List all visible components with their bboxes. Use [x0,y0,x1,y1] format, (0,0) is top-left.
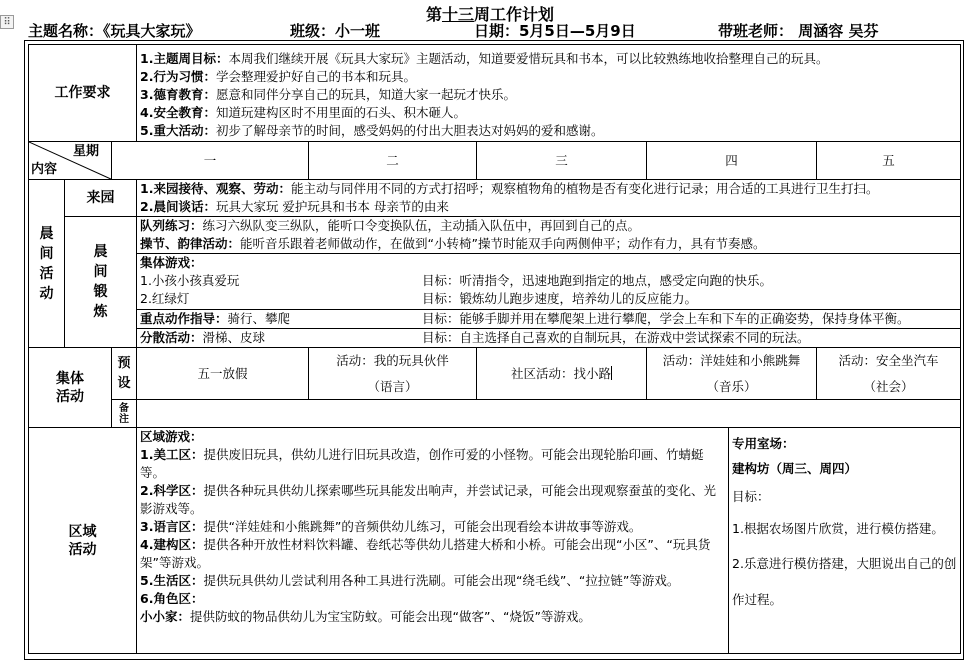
weekday-thu: 四 [647,142,817,180]
weekday-mon: 一 [112,142,309,180]
weekly-plan-table [28,44,961,654]
text-cursor [611,366,612,380]
collective-thu: 活动：洋娃娃和小熊跳舞 （音乐） [647,348,817,400]
collective-mon: 五一放假 [137,348,309,400]
game-row: 1.小孩小孩真爱玩 目标：听清指令，迅速地跑到指定的地点，感受定向跑的快乐。 [140,273,773,288]
drill-content: 队列练习：练习六纵队变三纵队，能听口令变换队伍，主动插入队伍中，再回到自己的点。 操节、韵律活动：能听音乐跟着老师做动作，在做到“小转椅”操节时能双手向两侧伸平；动作有力，具有节奏感。 [137,217,961,254]
area-activity-label: 区域活动 [29,428,137,654]
collective-tue: 活动：我的玩具伙伴 （语言） [309,348,477,400]
group-games: 集体游戏： 1.小孩小孩真爱玩 目标：听清指令，迅速地跑到指定的地点，感受定向跑的快乐。 2.红绿灯 目标：锻炼幼儿跑步速度，培养幼儿的反应能力。 [137,254,961,310]
arrival-label: 来园 [65,180,137,217]
date-range: 日期：5月5日—5月9日 [474,22,636,40]
weekday-wed: 三 [477,142,647,180]
weekday-fri: 五 [817,142,961,180]
req-item: 2.行为习惯：学会整理爱护好自己的书本和玩具。 [140,69,416,84]
collective-wed: 社区活动：找小路 [477,348,647,400]
area-item: 5.生活区：提供玩具供幼儿尝试利用各种工具进行洗刷。可能会出现“绕毛线”、“拉拉链”等游戏。 [140,573,680,588]
week-number: 十三 [441,5,474,24]
req-item: 1.主题周目标：本周我们继续开展《玩具大家玩》主题活动，知道要爱惜玩具和书本，可以比较熟练地收拾整理自己的玩具。 [140,51,829,66]
notes-content[interactable] [137,400,961,428]
req-item: 5.重大活动：初步了解母亲节的时间，感受妈妈的付出大胆表达对妈妈的爱和感谢。 [140,123,604,138]
area-item: 4.建构区：提供各种开放性材料饮料罐、卷纸芯等供幼儿搭建大桥和小桥。可能会出现“小区”、“玩具货架”等游戏。 [140,537,711,570]
teachers: 带班老师： 周涵容 吴芬 [718,22,879,40]
area-games: 区域游戏： 1.美工区：提供废旧玩具，供幼儿进行旧玩具改造，创作可爱的小怪物。可能会出现轮胎印画、竹蜻蜓等。 2.科学区：提供各种玩具供幼儿探索哪些玩具能发出响声，并尝试记录，可能会出现观察蚕茧的变化、光影游戏等。 3.语言区：提供“洋娃娃和小熊跳舞”的音频供幼儿练习，可能会出现看绘本讲故事等游戏。 4.建构区：提供各种开放性材料饮料罐、卷纸芯等供幼儿搭建大桥和小桥。可能会出现“小区”、“玩具货架”等游戏。 5.生活区：提供玩具供幼儿尝试利用各种工具进行洗刷。可能会出现“绕毛线”、“拉拉链”等游戏。 6.角色区： 小小家：提供防蚊的物品供幼儿为宝宝防蚊。可能会出现“做客”、“烧饭”等游戏。 [137,428,729,654]
work-requirements-label: 工作要求 [29,45,137,142]
notes-label: 备注 [112,400,137,428]
class-name: 班级：小一班 [290,22,381,40]
collective-activity-label: 集体活动 [29,348,112,428]
theme-name: 主题名称：《玩具大家玩》 [28,22,201,40]
collective-fri: 活动：安全坐汽车 （社会） [817,348,961,400]
key-action: 重点动作指导：骑行、攀爬 目标：能够手脚并用在攀爬架上进行攀爬，学会上车和下车的正确姿势，保持身体平衡。 [137,310,961,329]
preset-label: 预设 [112,348,137,400]
req-item: 3.德育教育：愿意和同伴分享自己的玩具，知道大家一起玩才快乐。 [140,87,516,102]
area-item: 小小家：提供防蚊的物品供幼儿为宝宝防蚊。可能会出现“做客”、“烧饭”等游戏。 [140,609,591,624]
area-item: 2.科学区：提供各种玩具供幼儿探索哪些玩具能发出响声，并尝试记录，可能会出现观察蚕茧的变化、光影游戏等。 [140,483,716,516]
split-activity: 分散活动：滑梯、皮球 目标：自主选择自己喜欢的自制玩具，在游戏中尝试探索不同的玩法。 [137,329,961,348]
table-move-handle[interactable]: ⠿ [0,15,14,29]
morning-activity-label: 晨间活动 [29,180,65,348]
weekday-corner: 星期 内容 [29,142,112,180]
req-item: 4.安全教育：知道玩建构区时不用里面的石头、积木砸人。 [140,105,466,120]
arrival-content: 1.来园接待、观察、劳动：能主动与同伴用不同的方式打招呼；观察植物角的植物是否有变化进行记录；用合适的工具进行卫生打扫。 2.晨间谈话：玩具大家玩 爱护玩具和书本 母亲节的由来 [137,180,961,217]
area-item: 3.语言区：提供“洋娃娃和小熊跳舞”的音频供幼儿练习，可能会出现看绘本讲故事等游戏。 [140,519,642,534]
weekday-tue: 二 [309,142,477,180]
work-requirements [137,45,961,142]
area-item: 6.角色区： [140,591,204,606]
header-info [28,20,928,40]
document-title: 第十三周工作计划 [425,5,555,24]
game-row: 2.红绿灯 目标：锻炼幼儿跑步速度，培养幼儿的反应能力。 [140,291,698,306]
morning-exercise-label: 晨间锻炼 [65,217,137,348]
area-item: 1.美工区：提供废旧玩具，供幼儿进行旧玩具改造，创作可爱的小怪物。可能会出现轮胎印画、竹蜻蜓等。 [140,447,704,480]
special-room: 专用室场： 建构坊（周三、周四） 目标： 1.根据农场图片欣赏，进行模仿搭建。 2.乐意进行模仿搭建，大胆说出自己的创作过程。 [729,428,961,654]
